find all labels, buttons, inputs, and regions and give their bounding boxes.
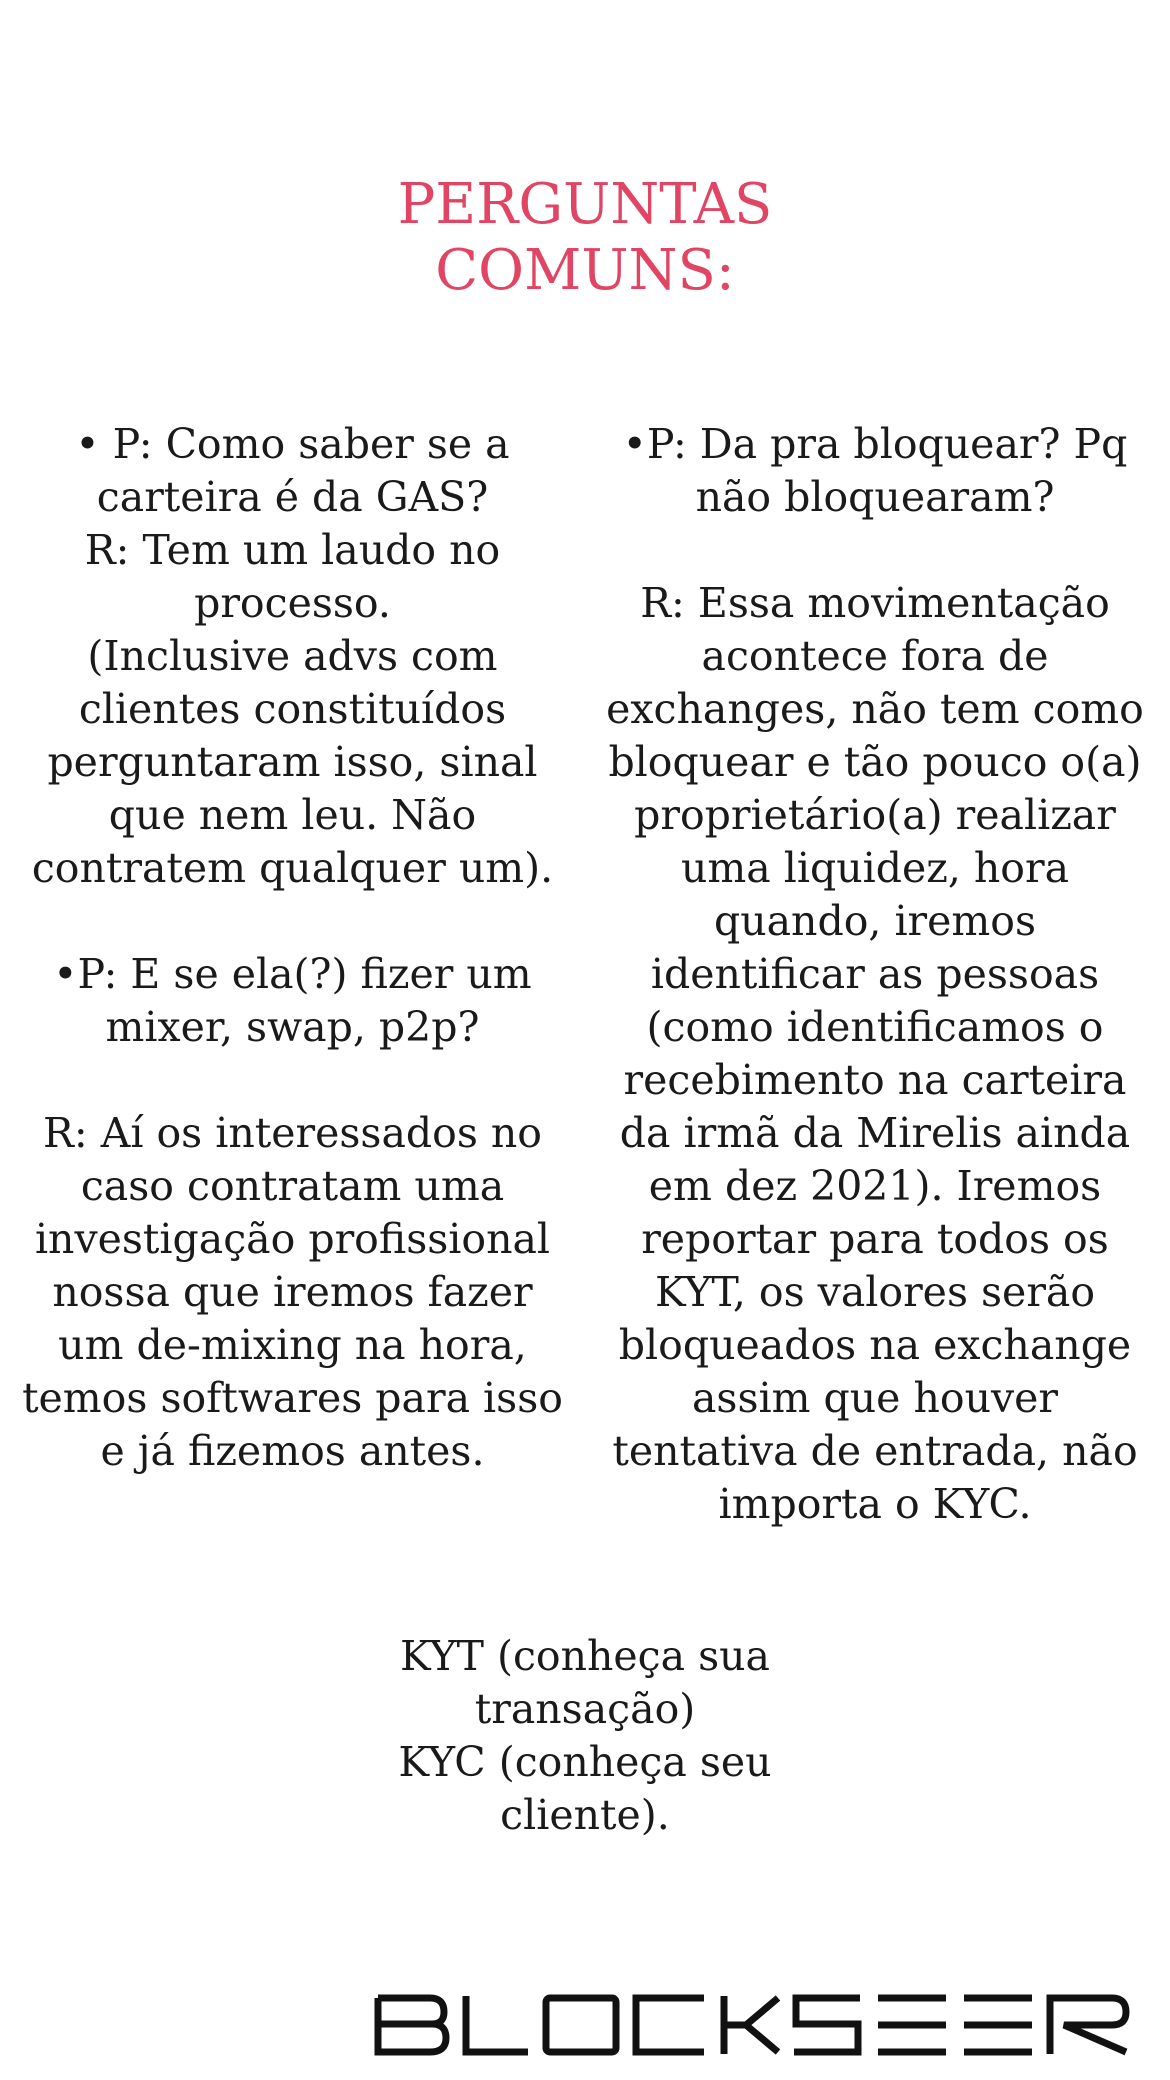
text-line: importa o KYC.: [718, 1480, 1032, 1528]
spacer: [10, 895, 575, 948]
left-column: [10, 418, 575, 1478]
text-line: perguntaram isso, sinal: [47, 738, 538, 786]
text-line: •P: Da pra bloquear? Pq: [622, 420, 1128, 468]
text-line: exchanges, não tem como: [606, 685, 1144, 733]
text-line: identificar as pessoas: [650, 950, 1100, 998]
text-line: bloquear e tão pouco o(a): [608, 738, 1142, 786]
text-line: proprietário(a) realizar: [634, 791, 1116, 839]
right-question-1: [595, 418, 1155, 524]
blockseer-logo: [374, 1992, 1134, 2058]
text-line: contratem qualquer um).: [31, 844, 554, 892]
page-title: [0, 172, 1170, 304]
text-line: temos softwares para isso: [22, 1374, 563, 1422]
title-line-1: PERGUNTAS: [397, 172, 773, 237]
text-line: uma liquidez, hora: [680, 844, 1070, 892]
spacer: [595, 524, 1155, 577]
footnote: [335, 1630, 835, 1842]
text-line: que nem leu. Não: [108, 791, 477, 839]
text-line: transação): [474, 1685, 696, 1733]
text-line: e já fizemos antes.: [100, 1427, 485, 1475]
text-line: cliente).: [500, 1791, 670, 1839]
text-line: KYT, os valores serão: [654, 1268, 1096, 1316]
text-line: bloqueados na exchange: [618, 1321, 1132, 1369]
spacer: [10, 1054, 575, 1107]
text-line: caso contratam uma: [80, 1162, 505, 1210]
text-line: acontece fora de: [701, 632, 1049, 680]
text-line: nossa que iremos fazer: [52, 1268, 533, 1316]
text-line: • P: Como saber se a: [75, 420, 510, 468]
text-line: (como identificamos o: [646, 1003, 1104, 1051]
text-line: (Inclusive advs com: [87, 632, 498, 680]
text-line: mixer, swap, p2p?: [105, 1003, 480, 1051]
title-line-2: COMUNS:: [435, 238, 735, 303]
left-question-1: [10, 418, 575, 524]
text-line: KYC (conheça seu: [398, 1738, 772, 1786]
text-line: assim que houver: [691, 1374, 1059, 1422]
text-line: clientes constituídos: [78, 685, 507, 733]
text-line: um de-mixing na hora,: [58, 1321, 527, 1369]
right-answer-1: [595, 577, 1155, 1531]
text-line: tentativa de entrada, não: [612, 1427, 1138, 1475]
text-line: recebimento na carteira: [623, 1056, 1127, 1104]
text-line: não bloquearam?: [695, 473, 1055, 521]
text-line: reportar para todos os: [641, 1215, 1109, 1263]
text-line: processo.: [194, 579, 391, 627]
right-column: [595, 418, 1155, 1531]
text-line: investigação profissional: [34, 1215, 551, 1263]
left-question-2: [10, 948, 575, 1054]
left-answer-1: [10, 524, 575, 895]
blockseer-logo-icon: [374, 1992, 1134, 2058]
text-line: em dez 2021). Iremos: [648, 1162, 1102, 1210]
text-line: R: Aí os interessados no: [43, 1109, 542, 1157]
left-answer-2: [10, 1107, 575, 1478]
text-line: KYT (conheça sua: [399, 1632, 771, 1680]
text-line: R: Essa movimentação: [640, 579, 1110, 627]
text-line: carteira é da GAS?: [96, 473, 489, 521]
text-line: da irmã da Mirelis ainda: [619, 1109, 1131, 1157]
text-line: •P: E se ela(?) fizer um: [53, 950, 532, 998]
text-line: quando, iremos: [713, 897, 1037, 945]
text-line: R: Tem um laudo no: [84, 526, 501, 574]
